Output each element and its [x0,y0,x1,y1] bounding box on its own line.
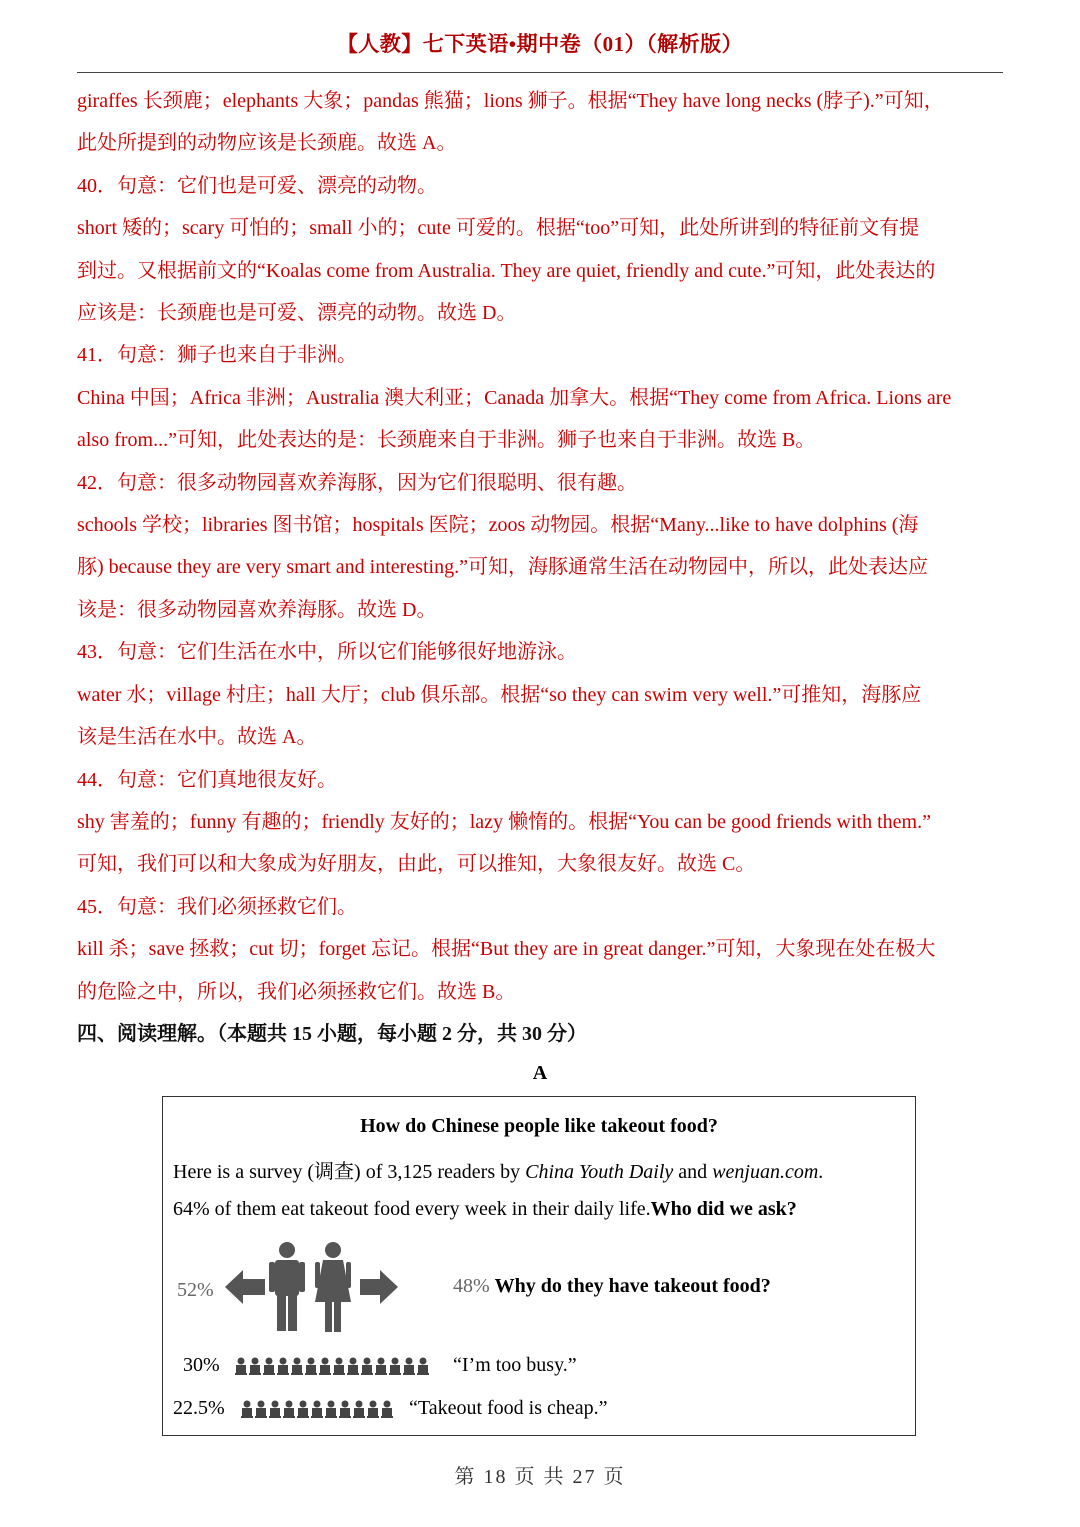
person-icon [339,1401,351,1419]
female-percent: 48% [453,1275,490,1297]
survey-and: and [673,1161,713,1183]
person-icon [235,1358,247,1376]
survey-source-1: China Youth Daily [525,1161,674,1183]
text-line: 到过。又根据前文的“Koalas come from Australia. They are quiet, friendly and cute.”可知，此处表达的 [77,259,936,282]
why-line [453,1275,771,1298]
text-line: kill 杀；save 拯救；cut 切；forget 忘记。根据“But they are in great danger.”可知，大象现在处在极大 [77,938,936,961]
text-line: 此处所提到的动物应该是长颈鹿。故选 A。 [77,132,457,155]
left-arrow-icon [225,1270,265,1304]
text-line: schools 学校；libraries 图书馆；hospitals 医院；zoos 动物园。根据“Many...like to have dolphins (海 [77,514,919,537]
person-icon [311,1401,323,1419]
survey-line [173,1155,823,1184]
text-line: 44．句意：它们真地很友好。 [77,768,337,791]
reason-percent: 22.5% [173,1397,225,1419]
person-icon [375,1358,387,1376]
passage-letter: A [532,1062,548,1084]
why-question: Why do they have takeout food? [494,1275,771,1297]
person-icon [291,1358,303,1376]
reason-quote: “Takeout food is cheap.” [409,1397,608,1419]
stat-text: 64% of them eat takeout food every week in their daily life. [173,1198,651,1220]
people-icons [234,1357,432,1383]
text-line: 的危险之中，所以，我们必须拯救它们。故选 B。 [77,980,516,1003]
male-percent: 52% [177,1279,214,1301]
person-icon [249,1358,261,1376]
section-heading: 四、阅读理解。（本题共 15 小题，每小题 2 分，共 30 分） [77,1022,587,1045]
page-footer: 第 18 页 共 27 页 [454,1466,626,1488]
text-line: short 矮的；scary 可怕的；small 小的；cute 可爱的。根据“too”可知，此处所讲到的特征前文有提 [77,217,920,240]
text-line: 应该是：长颈鹿也是可爱、漂亮的动物。故选 D。 [77,302,517,325]
people-icon-row [234,1357,432,1377]
text-line: 41．句意：狮子也来自于非洲。 [77,344,357,367]
text-line: water 水；village 村庄；hall 大厅；club 俱乐部。根据“so they can swim very well.”可推知，海豚应 [77,683,922,706]
text-line: 42．句意：很多动物园喜欢养海豚，因为它们很聪明、很有趣。 [77,471,637,494]
person-icon [241,1401,253,1419]
female-icon [315,1242,351,1332]
person-icon [277,1358,289,1376]
people-icons [240,1400,396,1426]
survey-source-2: wenjuan.com [712,1161,819,1183]
text-line: shy 害羞的；funny 有趣的；friendly 友好的；lazy 懒惰的。根据“You can be good friends with them.” [77,810,931,833]
person-icon [297,1401,309,1419]
person-icon [319,1358,331,1376]
text-line: also from...”可知，此处表达的是：长颈鹿来自于非洲。狮子也来自于非洲。故选 B。 [77,429,816,452]
person-icon [269,1401,281,1419]
person-icon [305,1358,317,1376]
reason-row [173,1397,608,1420]
survey-end: . [818,1161,824,1183]
person-icon [389,1358,401,1376]
person-icon [263,1358,275,1376]
person-icon [333,1358,345,1376]
passage-box [162,1096,916,1436]
person-icon [361,1358,373,1376]
text-line: 45．句意：我们必须拯救它们。 [77,895,357,918]
person-icon [381,1401,393,1419]
who-question: Who did we ask? [650,1198,797,1220]
person-icon [325,1401,337,1419]
explanation-text [77,80,1003,1055]
people-icon-row [240,1400,396,1420]
right-arrow-icon [360,1270,398,1304]
text-line: 43．句意：它们生活在水中，所以它们能够很好地游泳。 [77,641,577,664]
reason-row [183,1354,577,1377]
person-icon [283,1401,295,1419]
passage-title: How do Chinese people like takeout food? [360,1115,718,1137]
person-icon [367,1401,379,1419]
gender-figure [225,1240,400,1335]
person-icon [255,1401,267,1419]
text-line: 可知，我们可以和大象成为好朋友，由此，可以推知，大象很友好。故选 C。 [77,853,756,876]
reason-quote: “I’m too busy.” [453,1354,577,1376]
male-icon [269,1242,305,1331]
person-icon [353,1401,365,1419]
text-line: 40．句意：它们也是可爱、漂亮的动物。 [77,174,437,197]
text-line: 豚) because they are very smart and interesting.”可知，海豚通常生活在动物园中，所以，此处表达应 [77,556,928,579]
header-divider [77,72,1003,73]
stat-line [173,1198,797,1221]
text-line: 该是生活在水中。故选 A。 [77,726,317,749]
person-icon [417,1358,429,1376]
person-icon [347,1358,359,1376]
text-line: China 中国；Africa 非洲；Australia 澳大利亚；Canada 加拿大。根据“They come from Africa. Lions are [77,386,952,409]
person-icon [403,1358,415,1376]
survey-prefix: Here is a survey (调查) of 3,125 readers by [173,1161,526,1183]
text-line: 该是：很多动物园喜欢养海豚。故选 D。 [77,598,437,621]
page-header-title: 【人教】七下英语•期中卷（01）（解析版） [336,32,744,56]
reason-percent: 30% [183,1354,220,1376]
text-line: giraffes 长颈鹿；elephants 大象；pandas 熊猫；lions 狮子。根据“They have long necks (脖子).”可知， [77,90,944,112]
